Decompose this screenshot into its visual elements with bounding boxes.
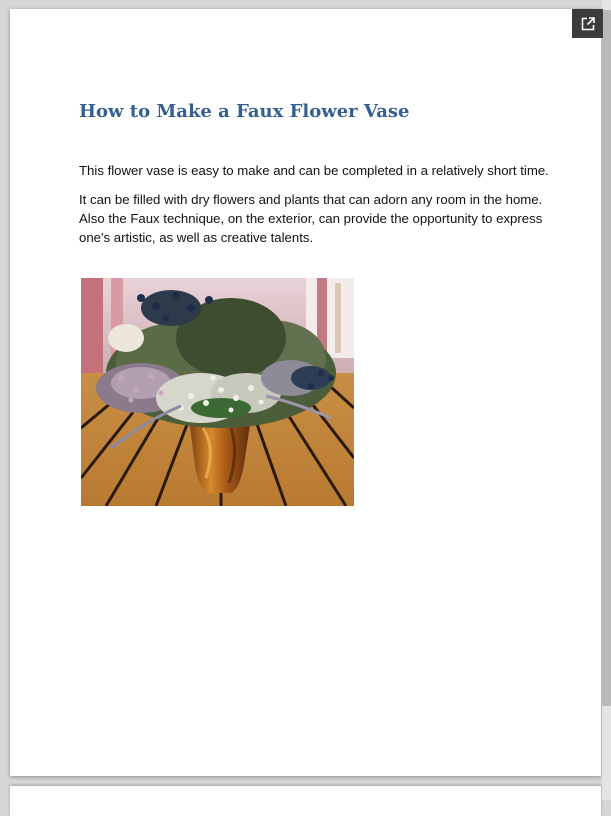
popout-button[interactable] <box>572 9 603 38</box>
vertical-scrollbar[interactable] <box>602 0 611 800</box>
flower-vase-photo <box>81 278 354 506</box>
scrollbar-thumb[interactable] <box>602 10 611 706</box>
document-title: How to Make a Faux Flower Vase <box>79 101 410 122</box>
paragraph-1: This flower vase is easy to make and can be completed in a relatively short time. <box>79 163 549 178</box>
paragraph-2: It can be filled with dry flowers and plants that can adorn any room in the home. Also the Faux technique, on the exterior, can provide the opportunity to express one's artistic, as well as creative talents. <box>79 192 543 245</box>
next-page-edge <box>10 786 601 816</box>
document-page <box>10 9 601 776</box>
open-in-new-window-icon <box>581 17 595 31</box>
